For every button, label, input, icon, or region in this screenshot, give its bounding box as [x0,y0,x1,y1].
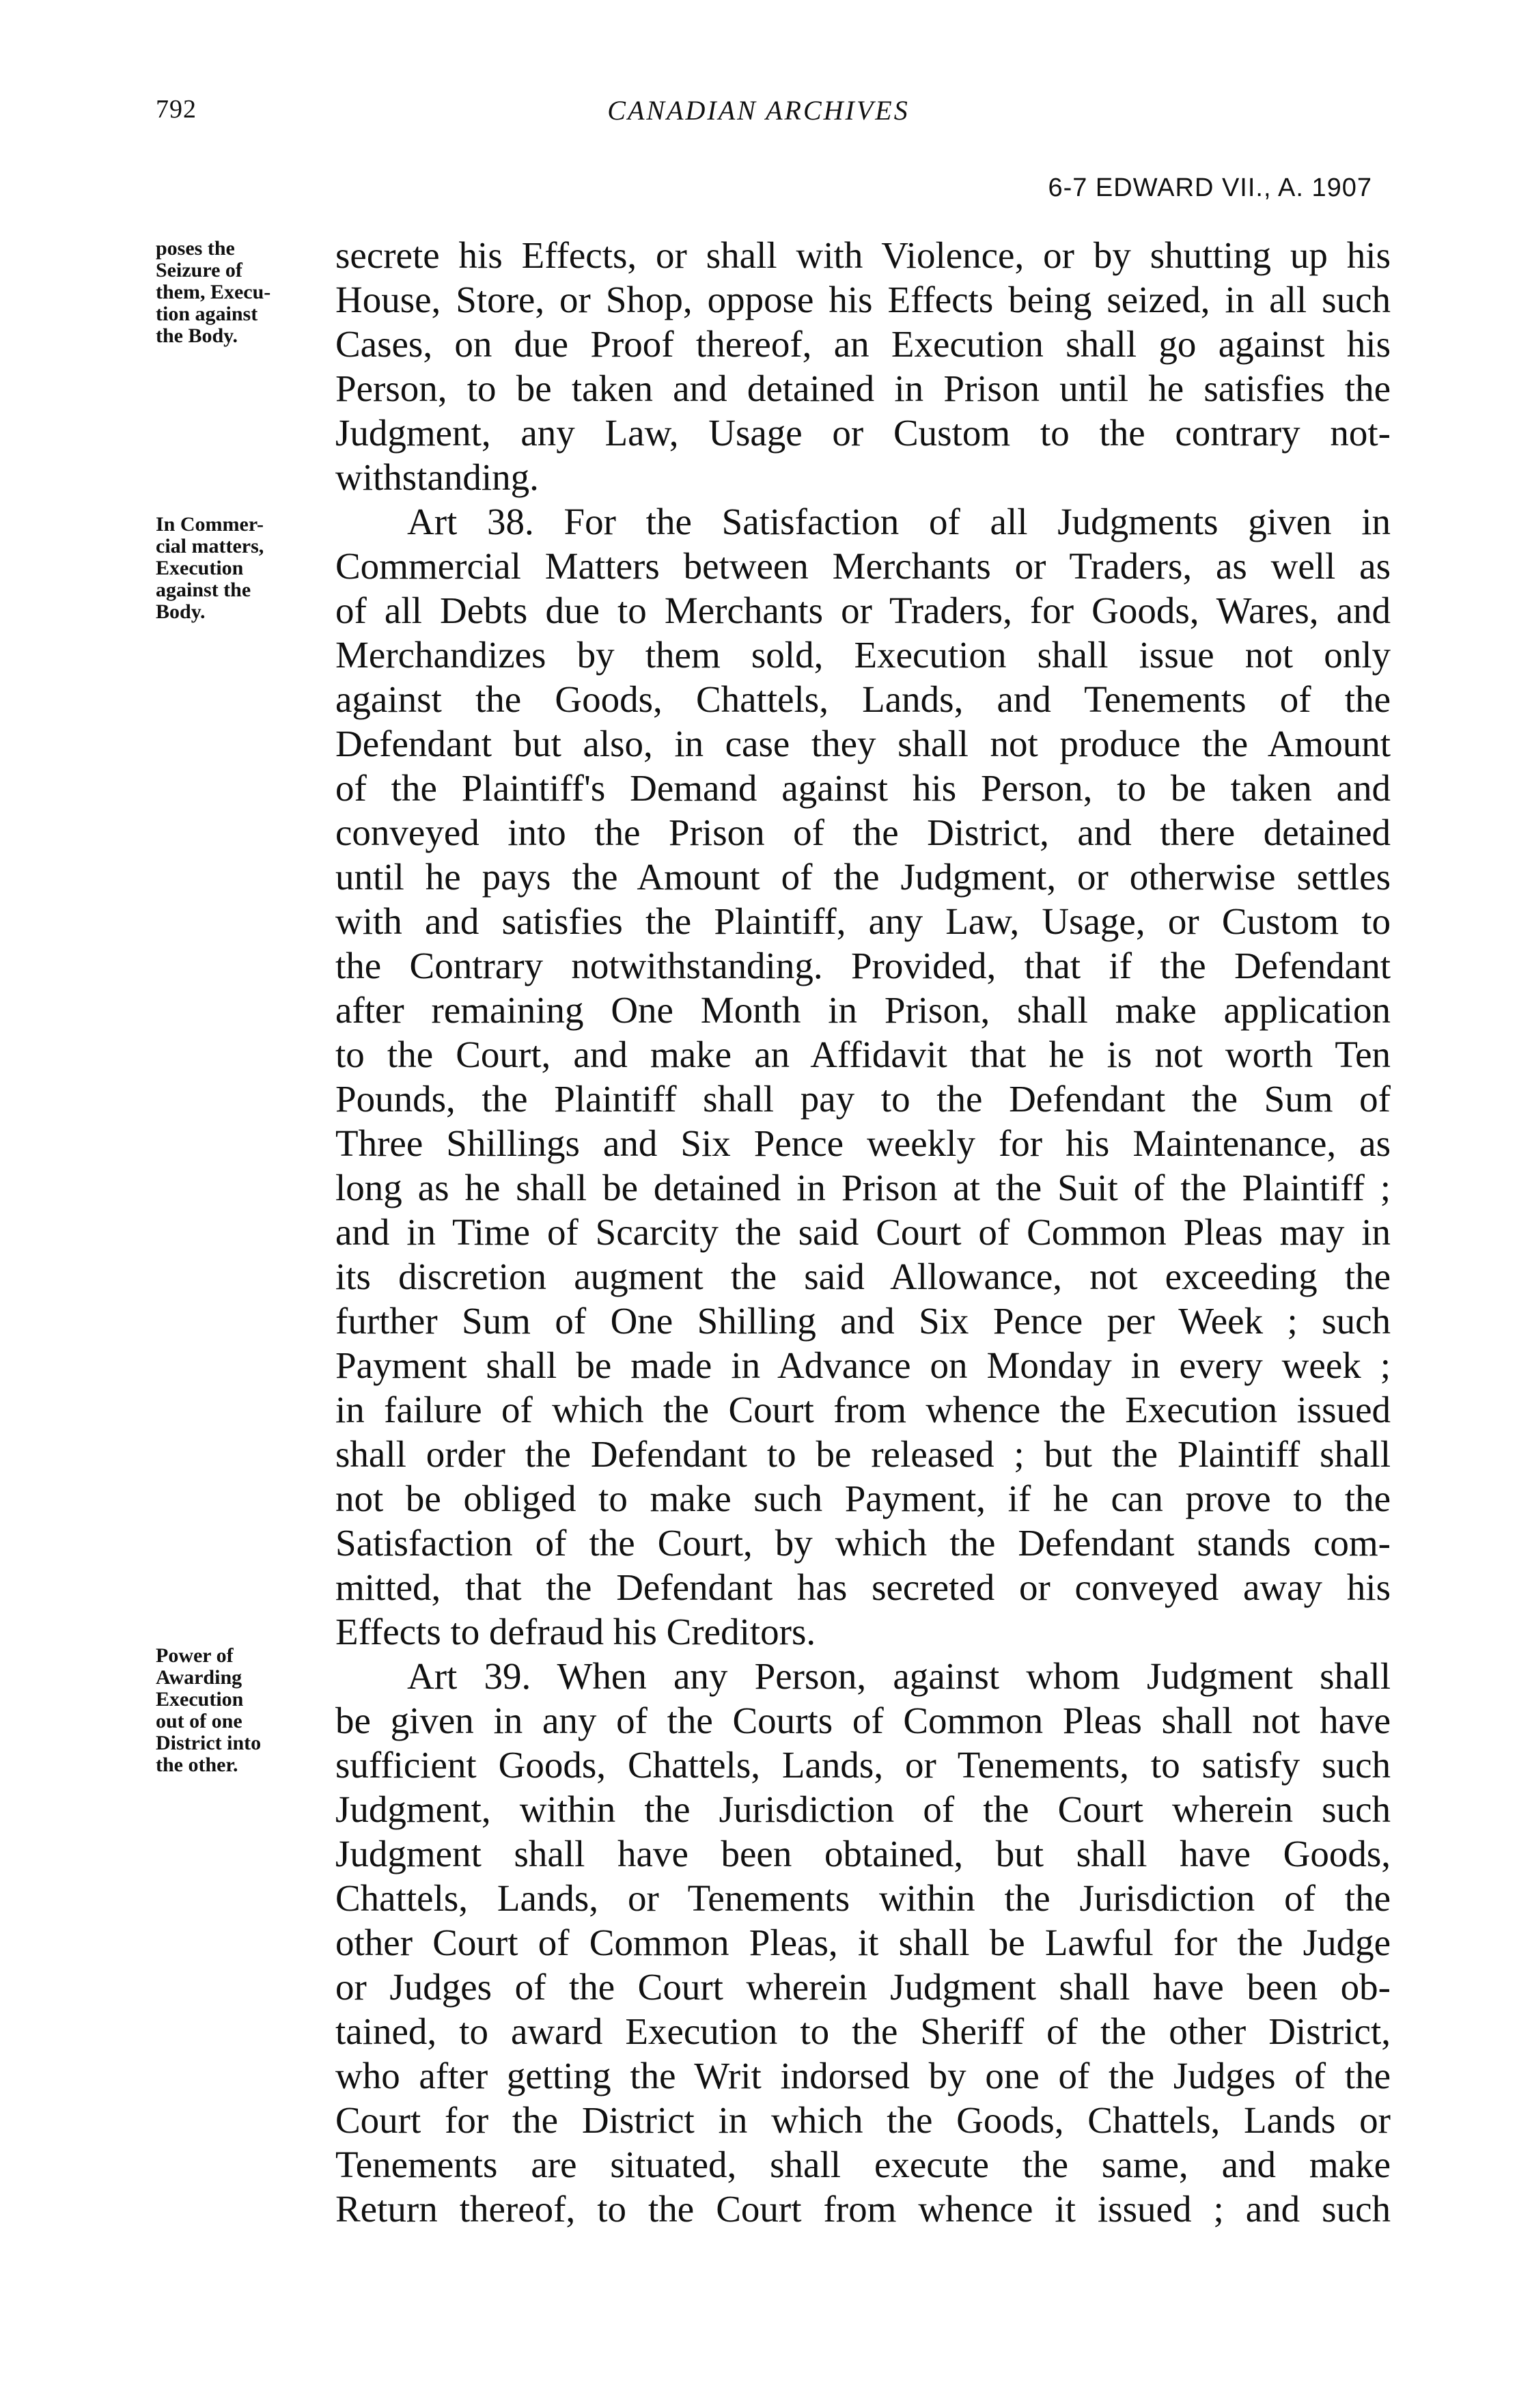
body-line: further Sum of One Shilling and Six Pence per Week ; such [335,1300,1391,1342]
body-line: House, Store, or Shop, oppose his Effects being seized, in all such [335,279,1391,320]
body-line: conveyed into the Prison of the District, and there detained [335,812,1391,853]
body-line: mitted, that the Defendant has secreted or conveyed away his [335,1566,1391,1608]
margin-note-line: poses the [156,237,235,260]
body-line: Art 39. When any Person, against whom Judgment shall [407,1655,1391,1697]
body-line: Art 38. For the Satisfaction of all Judgments given in [407,501,1391,542]
body-line: tained, to award Execution to the Sheriff of the other District, [335,2010,1391,2052]
body-line: withstanding. [335,456,539,498]
body-line: Three Shillings and Six Pence weekly for his Maintenance, as [335,1122,1391,1164]
body-line: after remaining One Month in Prison, shall make application [335,989,1391,1031]
body-line: Pounds, the Plaintiff shall pay to the Defendant the Sum of [335,1078,1391,1120]
body-line: Judgment, within the Jurisdiction of the Court wherein such [335,1788,1391,1830]
body-line: its discretion augment the said Allowance, not exceeding the [335,1256,1391,1297]
body-line: against the Goods, Chattels, Lands, and Tenements of the [335,678,1391,720]
body-line: long as he shall be detained in Prison at the Suit of the Plaintiff ; [335,1167,1391,1208]
margin-note-line: District into [156,1732,262,1754]
margin-note-commercial [156,514,318,623]
margin-note-line: Awarding [156,1666,242,1689]
body-line: other Court of Common Pleas, it shall be Lawful for the Judge [335,1922,1391,1963]
margin-note-awarding [156,1645,318,1776]
body-line: Defendant but also, in case they shall not produce the Amount [335,723,1391,764]
body-line: to the Court, and make an Affidavit that he is not worth Ten [335,1034,1391,1075]
body-line: Judgment shall have been obtained, but shall have Goods, [335,1833,1391,1874]
body-line: shall order the Defendant to be released ; but the Plaintiff shall [335,1433,1391,1475]
session-reference: 6-7 EDWARD VII., A. 1907 [1048,174,1372,202]
body-line: Judgment, any Law, Usage or Custom to the contrary not- [335,412,1391,454]
margin-note-line: out of one [156,1710,242,1732]
margin-note-line: In Commer- [156,513,264,536]
margin-note-line: against the [156,579,251,601]
body-line: Person, to be taken and detained in Prison until he satisfies the [335,368,1391,409]
body-line: who after getting the Writ indorsed by one of the Judges of the [335,2055,1391,2096]
body-line: of the Plaintiff's Demand against his Person, to be taken and [335,767,1391,809]
body-line: Effects to defraud his Creditors. [335,1611,816,1652]
margin-note-line: the other. [156,1754,238,1776]
margin-note-line: Seizure of [156,259,242,281]
body-line: Chattels, Lands, or Tenements within the Jurisdiction of the [335,1877,1391,1919]
margin-note-seizure [156,238,318,347]
body-line: not be obliged to make such Payment, if he can prove to the [335,1478,1391,1519]
page-number: 792 [156,95,197,124]
margin-note-line: Power of [156,1644,234,1667]
body-line: be given in any of the Courts of Common Pleas shall not have [335,1700,1391,1741]
running-head: CANADIAN ARCHIVES [607,95,910,126]
body-line: in failure of which the Court from whence the Execution issued [335,1389,1391,1430]
body-line: with and satisfies the Plaintiff, any Law, Usage, or Custom to [335,900,1391,942]
body-line: Satisfaction of the Court, by which the Defendant stands com- [335,1522,1391,1564]
body-line: Court for the District in which the Goods, Chattels, Lands or [335,2099,1391,2141]
body-line: Commercial Matters between Merchants or Traders, as well as [335,545,1391,587]
margin-note-line: them, Execu- [156,281,271,303]
body-line: the Contrary notwithstanding. Provided, that if the Defendant [335,945,1391,986]
body-line: Return thereof, to the Court from whence it issued ; and such [335,2188,1391,2230]
body-line: Merchandizes by them sold, Execution shall issue not only [335,634,1391,676]
margin-note-line: cial matters, [156,535,264,557]
body-line: Payment shall be made in Advance on Monday in every week ; [335,1344,1391,1386]
margin-note-line: Body. [156,600,206,623]
margin-note-line: the Body. [156,324,238,347]
body-line: secrete his Effects, or shall with Violence, or by shutting up his [335,234,1391,276]
body-line: until he pays the Amount of the Judgment, or otherwise settles [335,856,1391,898]
body-line: or Judges of the Court wherein Judgment shall have been ob- [335,1966,1391,2008]
body-line: and in Time of Scarcity the said Court of Common Pleas may in [335,1211,1391,1253]
body-line: Cases, on due Proof thereof, an Execution shall go against his [335,323,1391,365]
body-line: sufficient Goods, Chattels, Lands, or Tenements, to satisfy such [335,1744,1391,1786]
body-line: of all Debts due to Merchants or Traders, for Goods, Wares, and [335,590,1391,631]
margin-note-line: Execution [156,557,244,579]
margin-note-line: Execution [156,1688,244,1711]
margin-note-line: tion against [156,303,258,325]
body-line: Tenements are situated, shall execute the same, and make [335,2144,1391,2185]
